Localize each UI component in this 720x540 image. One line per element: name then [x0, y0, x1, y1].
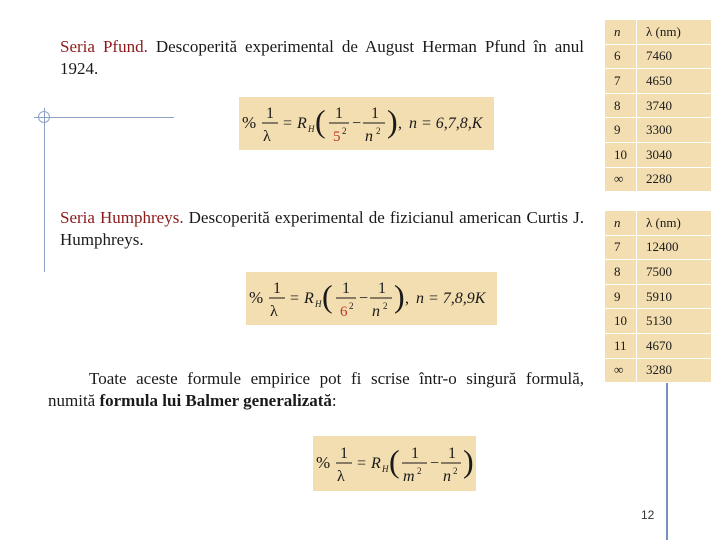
n-cell: 8	[605, 93, 637, 118]
n-cell: 10	[605, 309, 637, 334]
generalized-balmer-term: formula lui Balmer generalizată	[99, 391, 332, 410]
humphreys-formula-math	[246, 272, 497, 325]
table-header-row	[605, 20, 711, 44]
table-row	[605, 358, 711, 383]
n-cell: 10	[605, 142, 637, 167]
formula-paren-right: )	[387, 103, 398, 139]
n-cell: ∞	[605, 358, 637, 383]
humphreys-wavelength-table	[605, 211, 711, 383]
formula-rydberg-sub: H	[382, 464, 389, 474]
formula-minus: −	[359, 290, 369, 307]
table-row	[605, 235, 711, 260]
formula-n: n	[443, 468, 451, 485]
page-number: 12	[641, 508, 655, 522]
formula-exp: 2	[383, 301, 388, 311]
pfund-formula-math	[239, 97, 494, 150]
formula-paren-right: )	[394, 278, 405, 314]
table-row	[605, 142, 711, 167]
formula-equals: =	[283, 115, 293, 132]
table-row	[605, 167, 711, 192]
formula-minus: −	[352, 115, 362, 132]
table-row	[605, 284, 711, 309]
formula-rydberg: R	[304, 290, 314, 307]
decorative-line-horizontal	[34, 117, 174, 118]
n-cell: 7	[605, 235, 637, 260]
pfund-series-title: Seria Pfund.	[60, 37, 148, 56]
formula-rydberg: R	[371, 455, 381, 472]
table-row	[605, 260, 711, 285]
formula-rydberg-sub: H	[308, 124, 315, 134]
formula-exp: 2	[376, 126, 381, 136]
table-row	[605, 118, 711, 143]
formula-paren-left: (	[389, 443, 400, 479]
lambda-cell: 4670	[637, 333, 712, 358]
lambda-cell: 7460	[637, 44, 712, 69]
general-formula	[313, 436, 476, 491]
pfund-description: Descoperită experimental de August Herman Pfund în anul 1924.	[60, 37, 585, 78]
formula-lambda: λ	[270, 303, 278, 320]
humphreys-m-value: 6	[340, 304, 348, 320]
formula-lhs-prefix: %	[316, 453, 331, 472]
column-header-n: n	[605, 20, 637, 44]
pfund-formula	[239, 97, 494, 150]
n-cell: 8	[605, 260, 637, 285]
n-cell: 11	[605, 333, 637, 358]
formula-exp: 2	[417, 466, 422, 476]
humphreys-description: Descoperită experimental de fizicianul american Curtis J. Humphreys.	[60, 208, 584, 249]
n-cell: 9	[605, 118, 637, 143]
lambda-cell: 2280	[637, 167, 712, 192]
formula-frac2-num: 1	[448, 445, 456, 462]
lambda-cell: 3040	[637, 142, 712, 167]
n-cell: 7	[605, 69, 637, 94]
lambda-cell: 3740	[637, 93, 712, 118]
formula-equals: =	[290, 290, 300, 307]
formula-paren-right: )	[463, 443, 474, 479]
formula-lambda: λ	[337, 468, 345, 485]
formula-exp: 2	[453, 466, 458, 476]
formula-numerator: 1	[340, 445, 348, 462]
formula-exp: 2	[342, 126, 347, 136]
formula-lhs-prefix: %	[249, 288, 264, 307]
table-row	[605, 309, 711, 334]
pfund-paragraph	[60, 36, 584, 80]
formula-minus: −	[430, 455, 440, 472]
lambda-cell: 3300	[637, 118, 712, 143]
humphreys-paragraph	[60, 207, 584, 251]
table-header-row	[605, 211, 711, 235]
formula-numerator: 1	[273, 280, 281, 297]
table-row	[605, 93, 711, 118]
formula-numerator: 1	[266, 105, 274, 122]
lambda-cell: 5910	[637, 284, 712, 309]
formula-equals: =	[357, 455, 367, 472]
formula-frac1-num: 1	[342, 280, 350, 297]
table-row	[605, 69, 711, 94]
general-text: Toate aceste formule empirice pot fi scrise într-o singură formulă, numită	[48, 369, 584, 410]
n-cell: 6	[605, 44, 637, 69]
formula-exp: 2	[349, 301, 354, 311]
column-header-lambda: λ (nm)	[637, 211, 712, 235]
general-text-end: :	[331, 391, 337, 410]
formula-frac2-num: 1	[371, 105, 379, 122]
lambda-cell: 4650	[637, 69, 712, 94]
formula-m: m	[403, 468, 415, 485]
column-header-n: n	[605, 211, 637, 235]
formula-comma: ,	[405, 290, 409, 307]
column-header-lambda: λ (nm)	[637, 20, 712, 44]
formula-frac1-num: 1	[411, 445, 419, 462]
pfund-m-value: 5	[333, 129, 341, 145]
decorative-circle	[38, 111, 50, 123]
n-cell: 9	[605, 284, 637, 309]
formula-lhs-prefix: %	[242, 113, 257, 132]
n-cell: ∞	[605, 167, 637, 192]
lambda-cell: 7500	[637, 260, 712, 285]
pfund-n-range: n = 6,7,8,K	[409, 115, 483, 132]
humphreys-series-title: Seria Humphreys.	[60, 208, 184, 227]
formula-paren-left: (	[322, 278, 333, 314]
formula-n: n	[372, 303, 380, 320]
lambda-cell: 12400	[637, 235, 712, 260]
decorative-line-vertical	[44, 108, 45, 272]
humphreys-n-range: n = 7,8,9K	[416, 290, 486, 307]
decorative-line-right	[666, 380, 668, 540]
formula-frac2-num: 1	[378, 280, 386, 297]
formula-comma: ,	[398, 115, 402, 132]
table-row	[605, 44, 711, 69]
humphreys-formula	[246, 272, 497, 325]
pfund-wavelength-table	[605, 20, 711, 192]
formula-rydberg-sub: H	[315, 299, 322, 309]
lambda-cell: 5130	[637, 309, 712, 334]
general-formula-math	[313, 436, 476, 491]
formula-paren-left: (	[315, 103, 326, 139]
general-paragraph	[48, 368, 584, 412]
lambda-cell: 3280	[637, 358, 712, 383]
formula-rydberg: R	[297, 115, 307, 132]
formula-frac1-num: 1	[335, 105, 343, 122]
formula-n: n	[365, 128, 373, 145]
formula-lambda: λ	[263, 128, 271, 145]
table-row	[605, 333, 711, 358]
